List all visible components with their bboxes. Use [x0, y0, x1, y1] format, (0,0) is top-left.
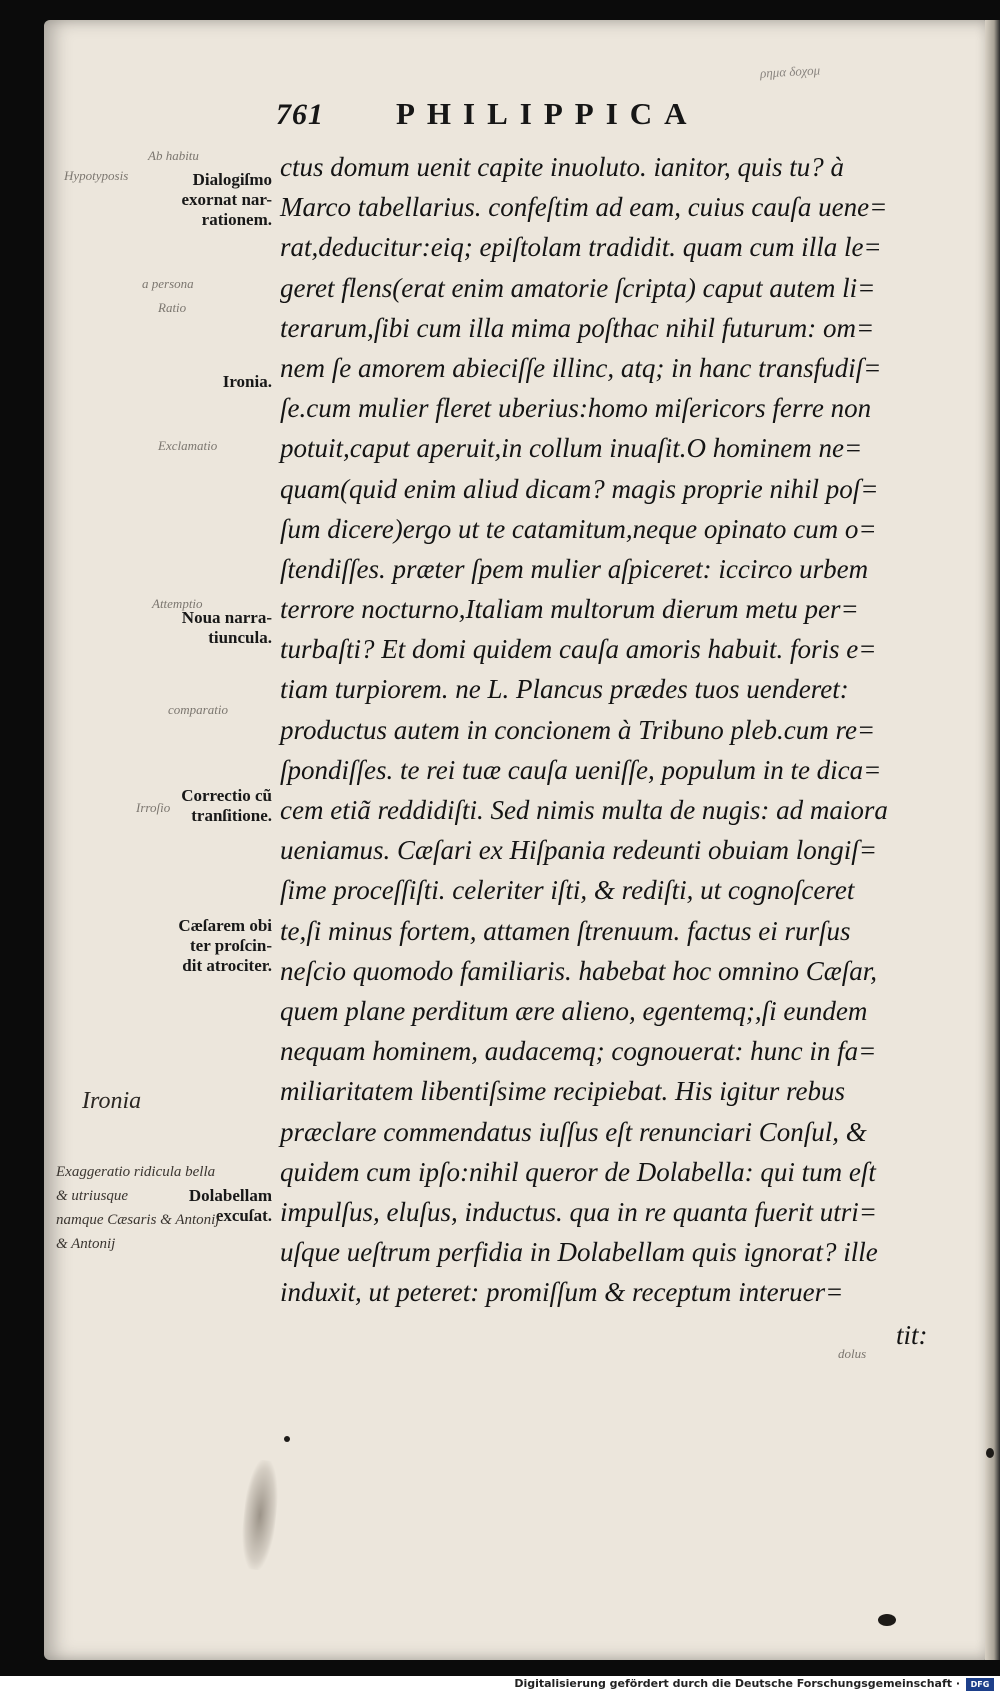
handwritten-note: Ab habitu: [148, 148, 199, 163]
footer-credit: Digitalisierung gefördert durch die Deutsche Forschungsgemeinschaft ·: [514, 1677, 960, 1690]
margin-note-line: Noua narra-: [181, 608, 272, 627]
margin-note-line: Ironia.: [222, 372, 272, 391]
text-line: ſum dicere)ergo ut te catamitum,neque opinato cum o=: [280, 513, 877, 544]
margin-note-line: tranſitione.: [191, 806, 272, 825]
margin-note-line: ter proſcin-: [190, 936, 272, 955]
handwritten-note: Ironia: [82, 1088, 142, 1114]
text-line: ctus domum uenit capite inuoluto. ianitor, quis tu? à: [280, 152, 844, 182]
handwritten-note: Hypotyposis: [64, 168, 129, 183]
text-line: turbaſti? Et domi quidem cauſa amoris habuit. foris e=: [280, 634, 877, 665]
page-edge: [985, 20, 1000, 1660]
handwritten-note: comparatio: [168, 702, 228, 717]
margin-note-line: Dolabellam: [188, 1186, 272, 1205]
text-line: impulſus, eluſus, inductus. qua in re quanta fuerit utri=: [280, 1196, 877, 1227]
margin-note-noua-narratiuncula: [120, 608, 272, 648]
text-line: terarum,ſibi cum illa mima poſthac nihil futurum: om=: [280, 312, 875, 343]
handwritten-note: & utriusque: [56, 1188, 129, 1204]
margin-note-ironia: [120, 372, 272, 392]
text-line: ſime proceſſiſti. celeriter iſti, & rediſti, ut cognoſceret: [280, 875, 855, 906]
dfg-logo-icon: DFG: [966, 1678, 994, 1691]
handwritten-note: namque Cæsaris & Antonij: [56, 1212, 220, 1228]
handwritten-top-note: ρημα δοχομ: [759, 62, 821, 81]
text-line: geret flens(erat enim amatorie ſcripta) caput autem li=: [280, 272, 876, 303]
text-line: neſcio quomodo familiaris. habebat hoc omnino Cæſar,: [280, 955, 877, 986]
margin-note-line: Correctio cũ: [181, 786, 272, 805]
text-line: cem etiã reddidiſti. Sed nimis multa de nugis: ad maiora: [280, 795, 888, 825]
text-line: ſtendiſſes. præter ſpem mulier aſpiceret: iccirco urbem: [280, 553, 869, 584]
text-line: induxit, ut peteret: promiſſum & receptum interuer=: [280, 1277, 844, 1308]
margin-note-line: dit atrociter.: [182, 956, 272, 975]
digitization-footer: [0, 1676, 1000, 1694]
text-line: rat,deducitur:eiq; epiſtolam tradidit. quam cum illa le=: [280, 232, 882, 263]
text-line: productus autem in concionem à Tribuno pleb.cum re=: [280, 714, 876, 745]
text-line: te,ſi minus fortem, attamen ſtrenuum. factus ei rurſus: [280, 915, 851, 946]
text-line: quidem cum ipſo:nihil queror de Dolabella: qui tum eſt: [280, 1156, 876, 1187]
running-head: PHILIPPICA: [396, 96, 699, 131]
handwritten-note: Attemptio: [152, 596, 203, 611]
page-header: [276, 96, 699, 142]
handwritten-note: dolus: [838, 1346, 867, 1361]
text-line: Marco tabellarius. confeſtim ad eam, cuius cauſa uene=: [280, 192, 888, 223]
handwritten-note: & Antonij: [56, 1236, 116, 1252]
text-line: quem plane perditum ære alieno, egentemq;,ſi eundem: [280, 995, 868, 1026]
text-line: tiam turpiorem. ne L. Plancus prædes tuos uenderet:: [280, 674, 849, 705]
ink-blot: [284, 1436, 290, 1442]
text-line: quam(quid enim aliud dicam? magis proprie nihil poſ=: [280, 473, 879, 504]
margin-note-line: rationem.: [201, 210, 272, 229]
text-line: potuit,caput aperuit,in collum inuaſit.O hominem ne=: [280, 433, 863, 464]
handwritten-note: Exaggeratio ridicula bella: [56, 1164, 216, 1180]
handwritten-note: Ratio: [158, 300, 187, 315]
text-line: ſe.cum mulier fleret uberius:homo miſericors ferre non: [280, 393, 872, 424]
handwritten-note: Exclamatio: [158, 438, 218, 453]
catchword: tit:: [896, 1320, 928, 1350]
margin-note-dialogismo: [120, 170, 272, 230]
main-text-block: [280, 147, 960, 1312]
text-line: ſpondiſſes. te rei tuæ cauſa ueniſſe, populum in te dica=: [280, 754, 882, 785]
handwritten-note: Irroſio: [136, 800, 171, 815]
handwritten-note: a persona: [142, 276, 194, 291]
text-line: præclare commendatus iuſſus eſt renunciari Conſul, &: [280, 1116, 867, 1147]
ink-blot: [878, 1614, 896, 1626]
text-line: miliaritatem libentiſsime recipiebat. His igitur rebus: [280, 1076, 845, 1107]
margin-note-line: excuſat.: [215, 1206, 272, 1225]
text-line: terrore nocturno,Italiam multorum dierum metu per=: [280, 594, 859, 625]
margin-note-line: exornat nar-: [181, 190, 272, 209]
ink-blot: [986, 1448, 994, 1458]
page-number: 761: [276, 98, 324, 131]
margin-note-line: tiuncula.: [208, 628, 272, 647]
margin-note-line: Dialogiſmo: [192, 170, 272, 189]
margin-note-line: Cæſarem obi: [178, 916, 272, 935]
text-line: nequam hominem, audacemq; cognouerat: hunc in fa=: [280, 1036, 877, 1067]
margin-note-caesarem: [120, 916, 272, 976]
text-line: nem ſe amorem abieciſſe illinc, atq; in hanc transfudiſ=: [280, 352, 882, 383]
text-line: ueniamus. Cæſari ex Hiſpania redeunti obuiam longiſ=: [280, 835, 877, 866]
text-line: uſque ueſtrum perfidia in Dolabellam quis ignorat? ille: [280, 1237, 878, 1268]
